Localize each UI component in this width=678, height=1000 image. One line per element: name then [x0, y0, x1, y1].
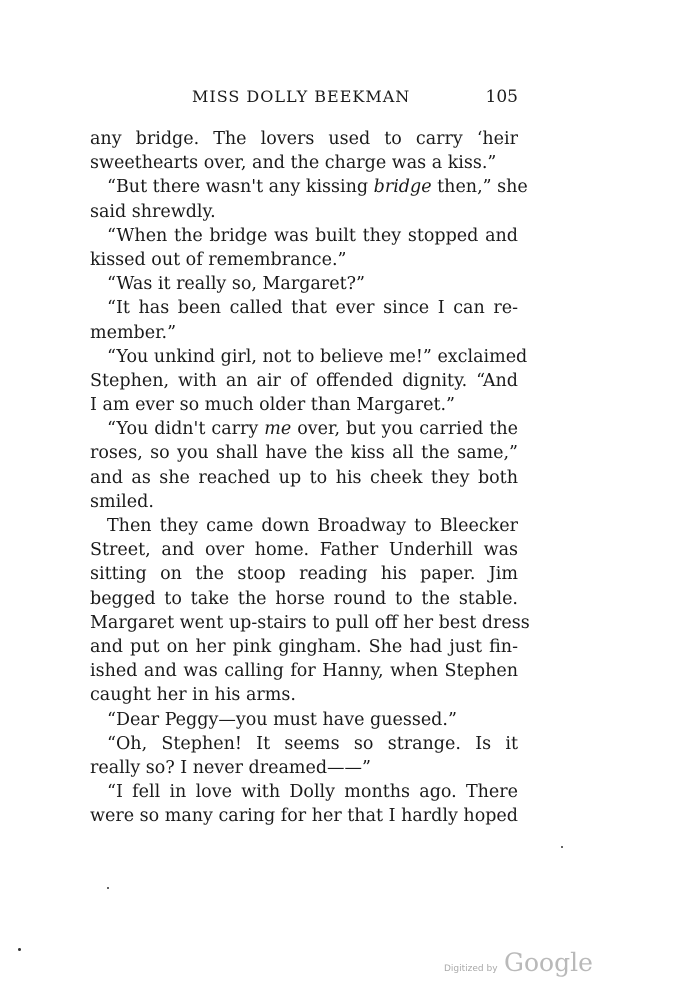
running-title: MISS DOLLY BEEKMAN	[192, 87, 411, 106]
text-segment: “But there wasn't any kissing	[107, 177, 374, 198]
google-logo: Google	[504, 948, 593, 977]
text-line	[90, 417, 518, 441]
text-line: “You unkind girl, not to believe me!” exclaimed	[107, 346, 528, 367]
text-line	[90, 175, 528, 199]
emphasis-text: bridge	[373, 177, 432, 198]
text-line: member.”	[90, 322, 177, 343]
text-segment: then,” she	[431, 177, 528, 198]
page-number: 105	[485, 87, 518, 107]
text-line: were so many caring for her that I hardly hoped	[90, 806, 518, 827]
text-line: “I fell in love with Dolly months ago. There	[107, 782, 518, 803]
text-line: kissed out of remembrance.”	[90, 249, 347, 270]
text-line: “Oh, Stephen! It seems so strange. Is it	[107, 733, 518, 754]
text-line: really so? I never dreamed——”	[90, 757, 371, 778]
emphasis-text: me	[264, 419, 292, 440]
text-line: begged to take the horse round to the stable.	[90, 588, 518, 609]
text-line: “Dear Peggy—you must have guessed.”	[107, 709, 457, 730]
scan-speck	[18, 948, 21, 951]
text-line: I am ever so much older than Margaret.”	[90, 395, 455, 416]
text-line: sitting on the stoop reading his paper. Jim	[90, 564, 518, 585]
text-segment: over, but you carried the	[291, 419, 519, 440]
page-header	[90, 87, 518, 111]
text-line: “It has been called that ever since I can re-	[107, 298, 518, 319]
text-line: smiled.	[90, 491, 154, 512]
scan-speck	[107, 887, 109, 889]
text-line: “Was it really so, Margaret?”	[107, 274, 365, 295]
text-line: caught her in his arms.	[90, 685, 296, 706]
text-line: any bridge. The lovers used to carry ‘heir	[90, 129, 518, 149]
text-line: Stephen, with an air of offended dignity. “And	[90, 370, 518, 391]
digitized-by-label: Digitized by	[444, 964, 498, 974]
emphasis-segment	[264, 419, 291, 439]
text-line: and as she reached up to his cheek they both	[90, 467, 518, 488]
text-line: ished and was calling for Hanny, when Stephen	[90, 661, 518, 682]
text-line: Street, and over home. Father Underhill was	[90, 540, 518, 561]
digitized-by-google-watermark	[444, 948, 593, 982]
text-line: and put on her pink gingham. She had just fin-	[90, 636, 518, 657]
emphasis-segment	[374, 177, 432, 197]
scan-speck	[561, 846, 563, 848]
body-text	[90, 127, 530, 828]
text-line: Then they came down Broadway to Bleecker	[107, 516, 518, 536]
text-line: “When the bridge was built they stopped and	[107, 225, 518, 246]
text-line: roses, so you shall have the kiss all the same,”	[90, 443, 518, 464]
text-segment: “You didn't carry	[107, 419, 265, 440]
text-line: sweethearts over, and the charge was a kiss.”	[90, 153, 497, 174]
text-line: Margaret went up-stairs to pull off her best dress	[90, 612, 530, 633]
text-line: said shrewdly.	[90, 201, 216, 222]
